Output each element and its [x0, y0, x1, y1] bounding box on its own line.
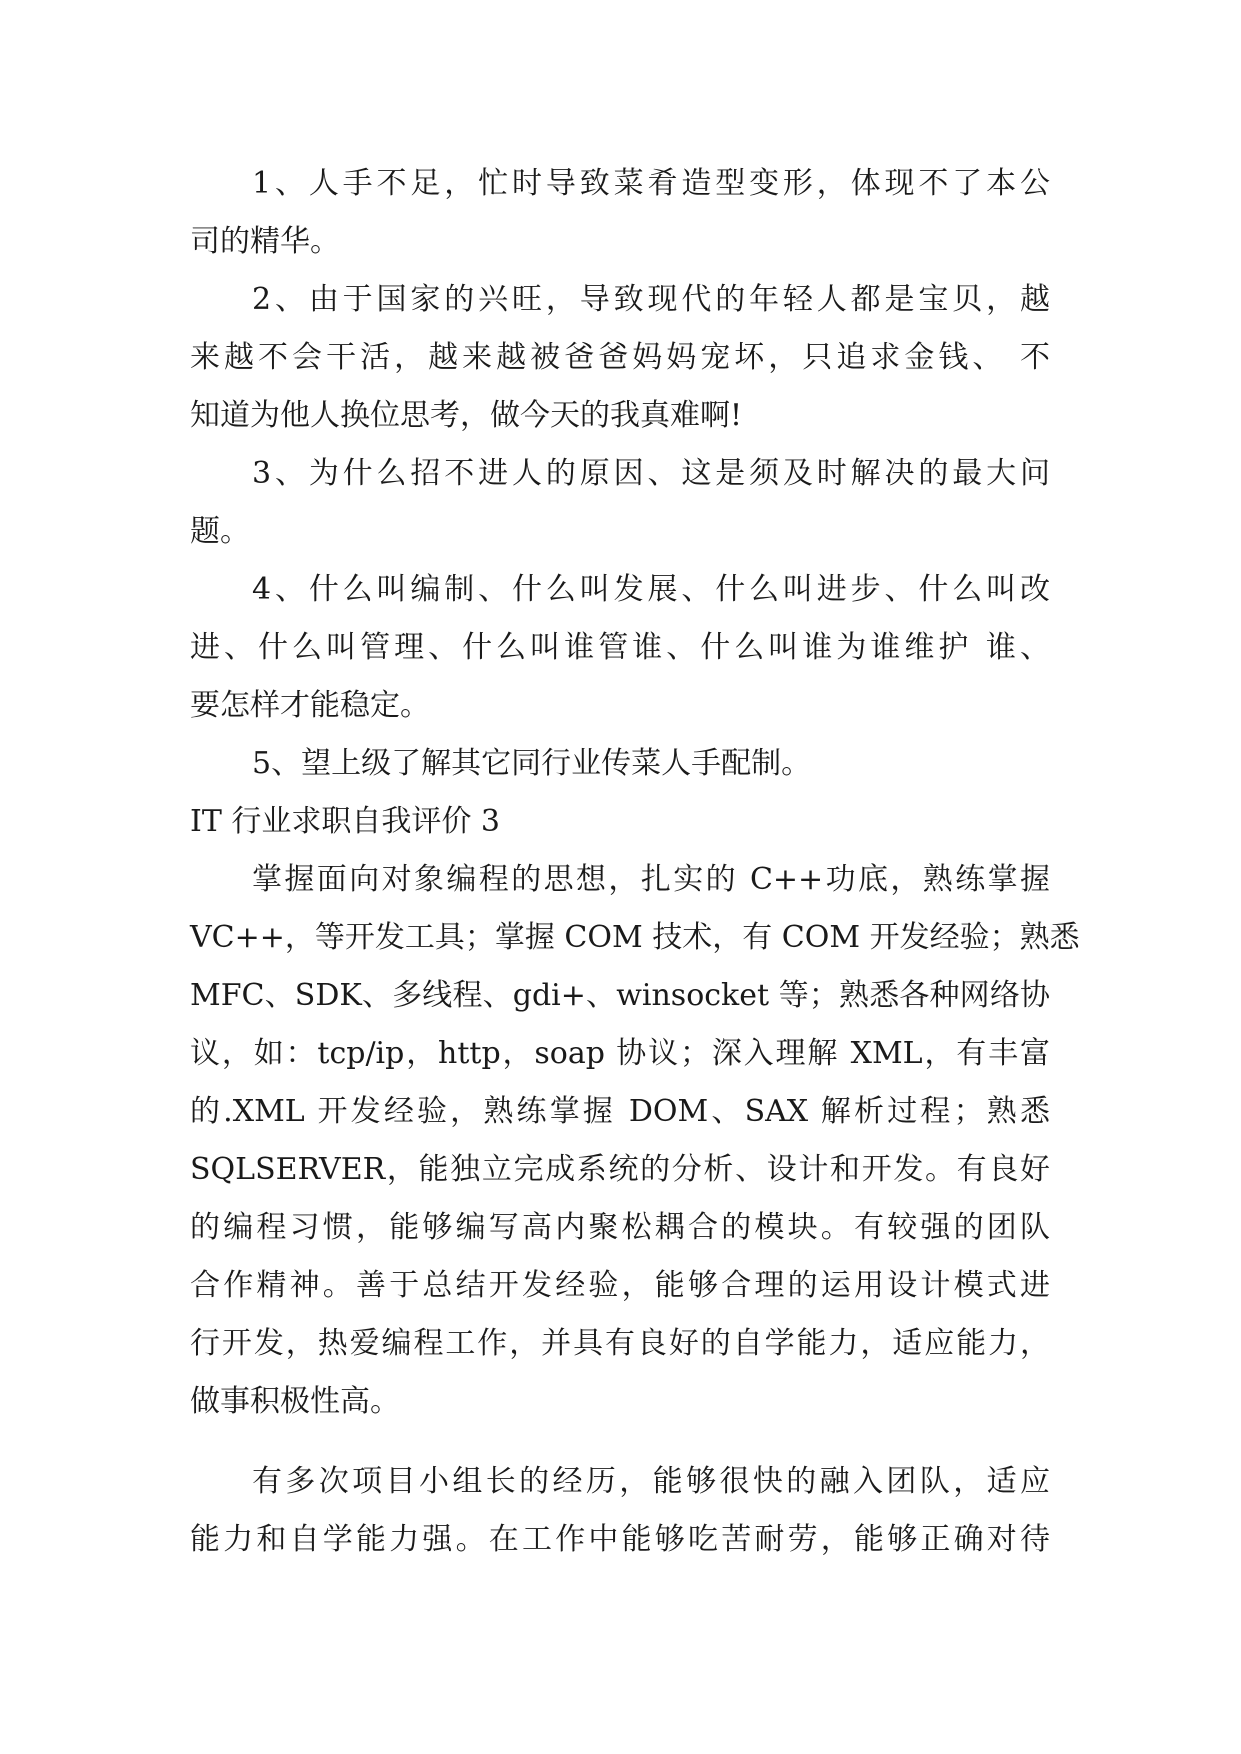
text-line: VC++，等开发工具；掌握 COM 技术，有 COM 开发经验；熟悉: [190, 920, 1080, 955]
text-line: 4、什么叫编制、什么叫发展、什么叫进步、什么叫改: [252, 572, 1050, 607]
text-line: 合作精神。善于总结开发经验，能够合理的运用设计模式进: [190, 1268, 1050, 1303]
document-body: [190, 155, 1080, 1569]
text-line: 有多次项目小组长的经历，能够很快的融入团队，适应: [252, 1464, 1050, 1499]
text-line: 的.XML 开发经验，熟练掌握 DOM、SAX 解析过程；熟悉: [190, 1094, 1050, 1129]
text-line: 能力和自学能力强。在工作中能够吃苦耐劳，能够正确对待: [190, 1522, 1050, 1557]
text-line: 做事积极性高。: [190, 1384, 400, 1419]
text-line: 3、为什么招不进人的原因、这是须及时解决的最大问: [252, 456, 1050, 491]
text-line: 掌握面向对象编程的思想，扎实的 C++功底，熟练掌握: [252, 862, 1050, 897]
text-line: 1、人手不足，忙时导致菜肴造型变形，体现不了本公: [252, 166, 1050, 201]
text-line: 司的精华。: [190, 224, 340, 259]
text-line: 来越不会干活，越来越被爸爸妈妈宠坏，只追求金钱、 不: [190, 340, 1050, 375]
text-line: 题。: [190, 514, 250, 549]
text-line: 知道为他人换位思考，做今天的我真难啊!: [190, 398, 743, 433]
text-line: 的编程习惯，能够编写高内聚松耦合的模块。有较强的团队: [190, 1210, 1050, 1245]
text-line: 行开发，热爱编程工作，并具有良好的自学能力，适应能力，: [190, 1326, 1050, 1361]
text-line: 2、由于国家的兴旺，导致现代的年轻人都是宝贝，越: [252, 282, 1050, 317]
section-heading: IT 行业求职自我评价 3: [190, 804, 501, 839]
text-line: 进、什么叫管理、什么叫谁管谁、什么叫谁为谁维护 谁、: [190, 630, 1050, 665]
text-line: 要怎样才能稳定。: [190, 688, 430, 723]
text-line: 议，如：tcp/ip，http，soap 协议；深入理解 XML，有丰富: [190, 1036, 1050, 1071]
text-line: MFC、SDK、多线程、gdi+、winsocket 等；熟悉各种网络协: [190, 978, 1050, 1013]
document-page: [190, 155, 1080, 1569]
text-line: 5、望上级了解其它同行业传菜人手配制。: [252, 746, 812, 781]
text-line: SQLSERVER，能独立完成系统的分析、设计和开发。有良好: [190, 1152, 1050, 1187]
